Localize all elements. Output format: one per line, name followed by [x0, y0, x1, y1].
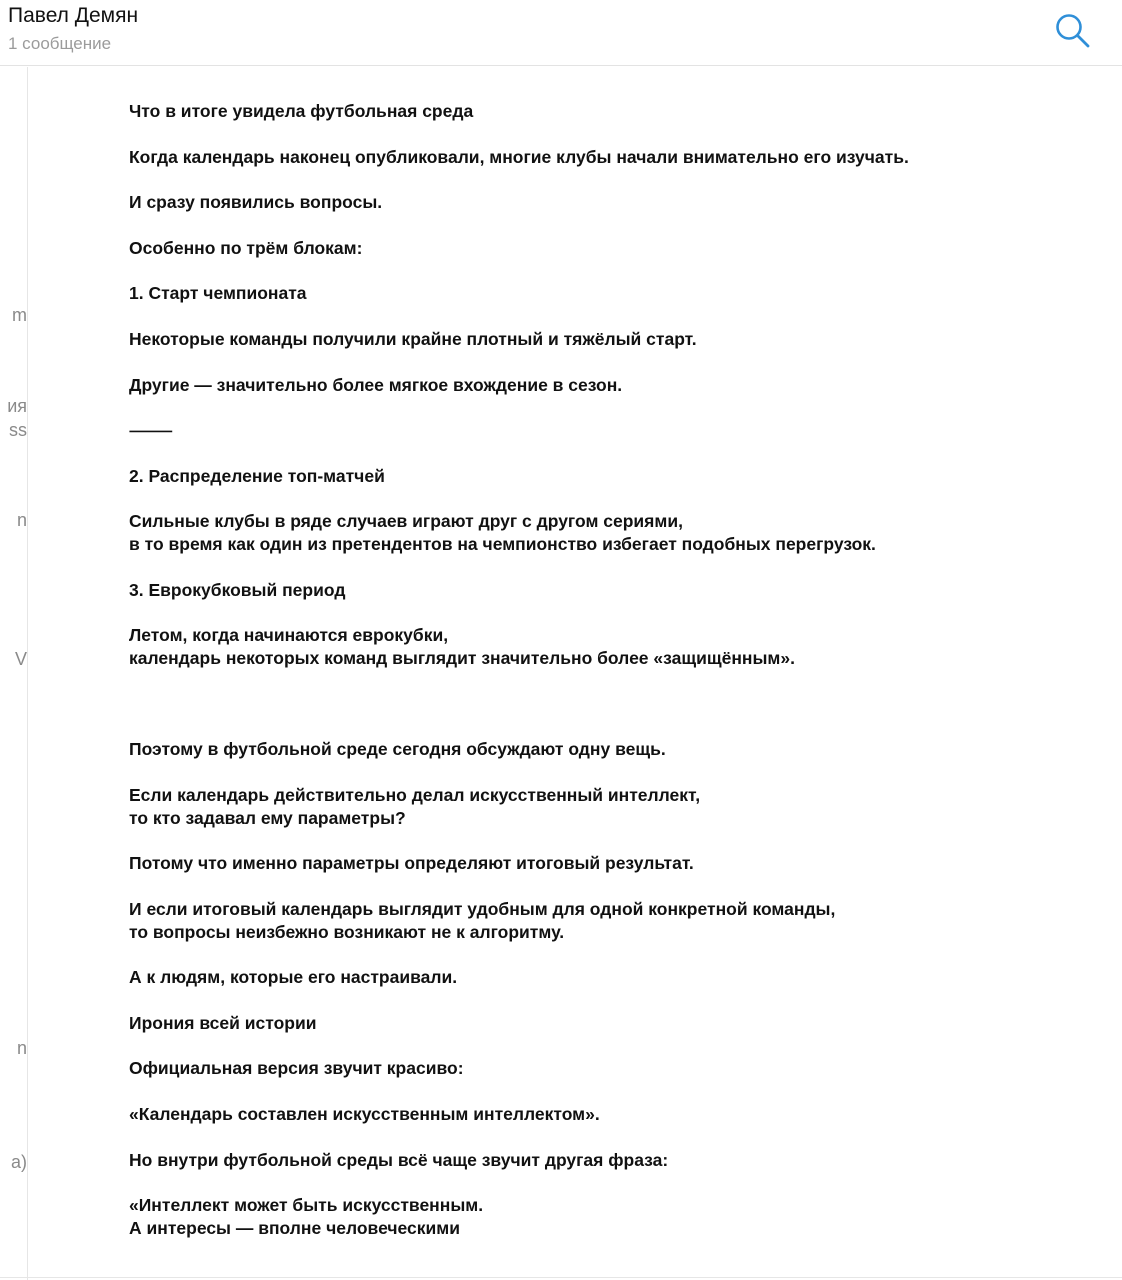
sidebar-item-fragment[interactable]: a)	[10, 1152, 27, 1172]
divider	[0, 1277, 1122, 1278]
search-icon	[1052, 10, 1092, 50]
message-text-line: ⸻	[129, 420, 173, 441]
message-text-line: 2. Распределение топ-матчей	[129, 465, 385, 486]
message-text-line: «Календарь составлен искусственным интеллектом».	[129, 1104, 600, 1125]
chat-header	[0, 0, 1122, 66]
sidebar-item-fragment[interactable]: V	[14, 649, 27, 669]
paragraph-gap	[129, 351, 1089, 374]
message-text-line: Летом, когда начинаются еврокубки,	[129, 625, 449, 646]
message-text-line: Особенно по трём блокам:	[129, 237, 363, 258]
paragraph-gap	[129, 1126, 1089, 1149]
paragraph-gap	[129, 875, 1089, 898]
paragraph-gap	[129, 761, 1089, 784]
paragraph-gap	[129, 989, 1089, 1012]
paragraph-gap	[129, 556, 1089, 579]
message-text-line: в то время как один из претендентов на чемпионство избегает подобных перегрузок.	[129, 534, 876, 555]
search-button[interactable]	[1052, 10, 1092, 50]
paragraph-gap	[129, 488, 1089, 511]
sidebar-item-fragment[interactable]: n	[16, 1038, 27, 1058]
message-count: 1 сообщение	[8, 34, 112, 53]
message-text-line: Что в итоге увидела футбольная среда	[129, 101, 474, 121]
paragraph-gap	[129, 123, 1089, 146]
message-text-line: Потому что именно параметры определяют итоговый результат.	[129, 853, 694, 874]
sidebar-item-fragment[interactable]: ss	[9, 420, 27, 440]
chat-title[interactable]: Павел Демян	[8, 4, 139, 27]
message-text-line: А к людям, которые его настраивали.	[129, 967, 458, 988]
message-text-line: 3. Еврокубковый период	[129, 579, 346, 600]
message-text-line: Если календарь действительно делал искусственный интеллект,	[129, 784, 701, 805]
paragraph-gap	[129, 1080, 1089, 1103]
message-text-line: календарь некоторых команд выглядит значительно более «защищённым».	[129, 648, 795, 669]
paragraph-gap	[129, 214, 1089, 237]
message-text-line: Поэтому в футбольной среде сегодня обсуждают одну вещь.	[129, 739, 666, 760]
message-text-line: «Интеллект может быть искусственным.	[129, 1195, 484, 1216]
paragraph-gap	[129, 442, 1089, 465]
message-text-line: Сильные клубы в ряде случаев играют друг с другом сериями,	[129, 511, 683, 532]
paragraph-gap	[129, 1035, 1089, 1058]
paragraph-gap	[129, 168, 1089, 191]
paragraph-gap	[129, 396, 1089, 419]
paragraph-gap	[129, 602, 1089, 625]
message-body	[129, 100, 1089, 1240]
message-text-line: И если итоговый календарь выглядит удобным для одной конкретной команды,	[129, 898, 836, 919]
message-text-line: 1. Старт чемпионата	[129, 283, 307, 304]
sidebar-item-fragment[interactable]: m	[12, 305, 27, 325]
message-text-line: Некоторые команды получили крайне плотный и тяжёлый старт.	[129, 328, 697, 349]
sidebar-item-fragment[interactable]: ия	[7, 396, 27, 416]
message-text-line: И сразу появились вопросы.	[129, 192, 383, 213]
paragraph-gap	[129, 670, 1089, 693]
sidebar-item-fragment[interactable]: n	[16, 510, 27, 530]
message-text-line: то вопросы неизбежно возникают не к алгоритму.	[129, 921, 565, 942]
message-text-line: А интересы — вполне человеческими	[129, 1218, 460, 1239]
chat-list-sidebar	[0, 67, 28, 1280]
paragraph-gap	[129, 305, 1089, 328]
paragraph-gap	[129, 260, 1089, 283]
message-text-line: Официальная версия звучит красиво:	[129, 1058, 464, 1079]
paragraph-gap	[129, 830, 1089, 853]
paragraph-gap	[129, 716, 1089, 739]
message-text-line: Другие — значительно более мягкое вхождение в сезон.	[129, 374, 623, 395]
message-text-line: Ирония всей истории	[129, 1012, 317, 1033]
paragraph-gap	[129, 1171, 1089, 1194]
paragraph-gap	[129, 943, 1089, 966]
paragraph-gap	[129, 693, 1089, 716]
message-text-line: то кто задавал ему параметры?	[129, 807, 406, 828]
message-text-line: Но внутри футбольной среды всё чаще звучит другая фраза:	[129, 1149, 669, 1170]
message-text-line: Когда календарь наконец опубликовали, многие клубы начали внимательно его изучать.	[129, 146, 909, 167]
